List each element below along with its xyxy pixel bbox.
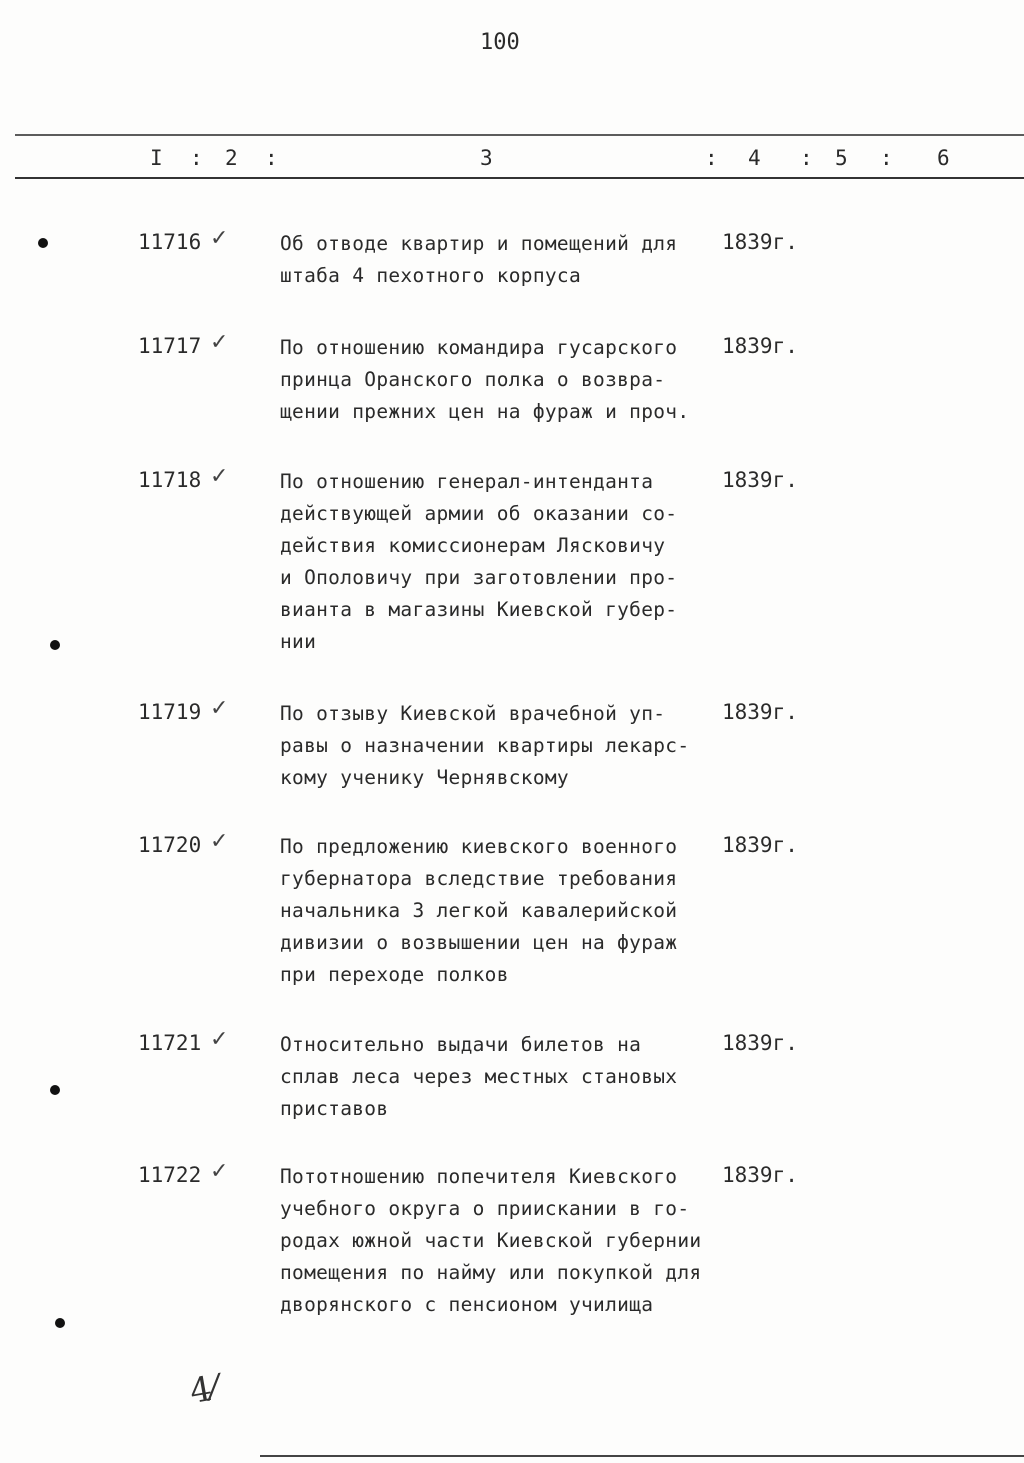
entry-title-line: действия комиссионерам Лясковичу <box>280 534 666 557</box>
entry-title-line: Относительно выдачи билетов на <box>280 1033 642 1056</box>
entry-title <box>280 698 689 794</box>
entry-title-line: дворянского с пенсионом училища <box>280 1293 654 1316</box>
column-header-6: 6 <box>937 146 950 170</box>
page-number: 100 <box>480 30 520 55</box>
entry-number: 11717 <box>138 334 202 358</box>
entry-number: 11718 <box>138 468 202 492</box>
entry-title-line: кому ученику Чернявскому <box>280 766 569 789</box>
entry-title <box>280 1029 677 1125</box>
column-header-5: 5 <box>835 146 848 170</box>
check-mark-icon: ✓ <box>210 1027 229 1052</box>
entry-year: 1839г. <box>722 230 798 254</box>
entry-number: 11720 <box>138 833 202 857</box>
entry-title-line: Об отводе квартир и помещений для <box>280 232 678 255</box>
check-mark-icon: ✓ <box>210 1159 229 1184</box>
entry-title-line: По предложению киевского военного <box>280 835 678 858</box>
header-rule-top <box>15 134 1024 136</box>
header-rule-bottom <box>15 177 1024 179</box>
entry-year: 1839г. <box>722 700 798 724</box>
entry-title <box>280 332 689 428</box>
entry-title-line: По отношению командира гусарского <box>280 336 678 359</box>
punch-hole-mark <box>55 1318 65 1328</box>
entry-title-line: родах южной части Киевской губернии <box>280 1229 702 1252</box>
column-header-1: I <box>150 146 163 170</box>
entry-title-line: вианта в магазины Киевской губер- <box>280 598 678 621</box>
check-mark-icon: ✓ <box>210 226 229 251</box>
entry-title-line: равы о назначении квартиры лекарс- <box>280 734 690 757</box>
column-header-3: 3 <box>480 146 493 170</box>
entry-number: 11719 <box>138 700 202 724</box>
entry-year: 1839г. <box>722 833 798 857</box>
column-separator: : <box>705 146 718 170</box>
entry-title-line: приставов <box>280 1097 389 1120</box>
entry-title-line: нии <box>280 630 317 653</box>
check-mark-icon: ✓ <box>210 330 229 355</box>
entry-title-line: помещения по найму или покупкой для <box>280 1261 702 1284</box>
column-separator: : <box>190 146 203 170</box>
entry-title-line: дивизии о возвышении цен на фураж <box>280 931 678 954</box>
entry-title-line: губернатора вследствие требования <box>280 867 678 890</box>
column-separator: : <box>800 146 813 170</box>
entry-year: 1839г. <box>722 468 798 492</box>
entry-title <box>280 466 677 658</box>
punch-hole-mark <box>50 640 60 650</box>
handwritten-mark: 4⁄ <box>186 1367 221 1413</box>
entry-year: 1839г. <box>722 334 798 358</box>
punch-hole-mark <box>50 1085 60 1095</box>
entry-title <box>280 1161 701 1321</box>
entry-title-line: щении прежних цен на фураж и проч. <box>280 400 690 423</box>
check-mark-icon: ✓ <box>210 696 229 721</box>
entry-title-line: По отзыву Киевской врачебной уп- <box>280 702 666 725</box>
entry-number: 11716 <box>138 230 202 254</box>
entry-title <box>280 228 677 292</box>
check-mark-icon: ✓ <box>210 464 229 489</box>
column-header-4: 4 <box>748 146 761 170</box>
column-separator: : <box>880 146 893 170</box>
column-header-2: 2 <box>225 146 238 170</box>
entry-year: 1839г. <box>722 1031 798 1055</box>
entry-title-line: при переходе полков <box>280 963 509 986</box>
entry-title-line: По отношению генерал-интенданта <box>280 470 654 493</box>
entry-number: 11721 <box>138 1031 202 1055</box>
entry-title-line: штаба 4 пехотного корпуса <box>280 264 581 287</box>
entry-title-line: и Ополовичу при заготовлении про- <box>280 566 678 589</box>
entry-title-line: начальника 3 легкой кавалерийской <box>280 899 678 922</box>
entry-number: 11722 <box>138 1163 202 1187</box>
check-mark-icon: ✓ <box>210 829 229 854</box>
entry-title-line: сплав леса через местных становых <box>280 1065 678 1088</box>
entry-title <box>280 831 677 991</box>
entry-title-line: Пототношению попечителя Киевского <box>280 1165 678 1188</box>
entry-title-line: действующей армии об оказании со- <box>280 502 678 525</box>
entry-year: 1839г. <box>722 1163 798 1187</box>
bottom-rule <box>260 1455 1024 1457</box>
punch-hole-mark <box>38 238 48 248</box>
entry-title-line: принца Оранского полка о возвра- <box>280 368 666 391</box>
entry-title-line: учебного округа о приискании в го- <box>280 1197 690 1220</box>
column-separator: : <box>265 146 278 170</box>
